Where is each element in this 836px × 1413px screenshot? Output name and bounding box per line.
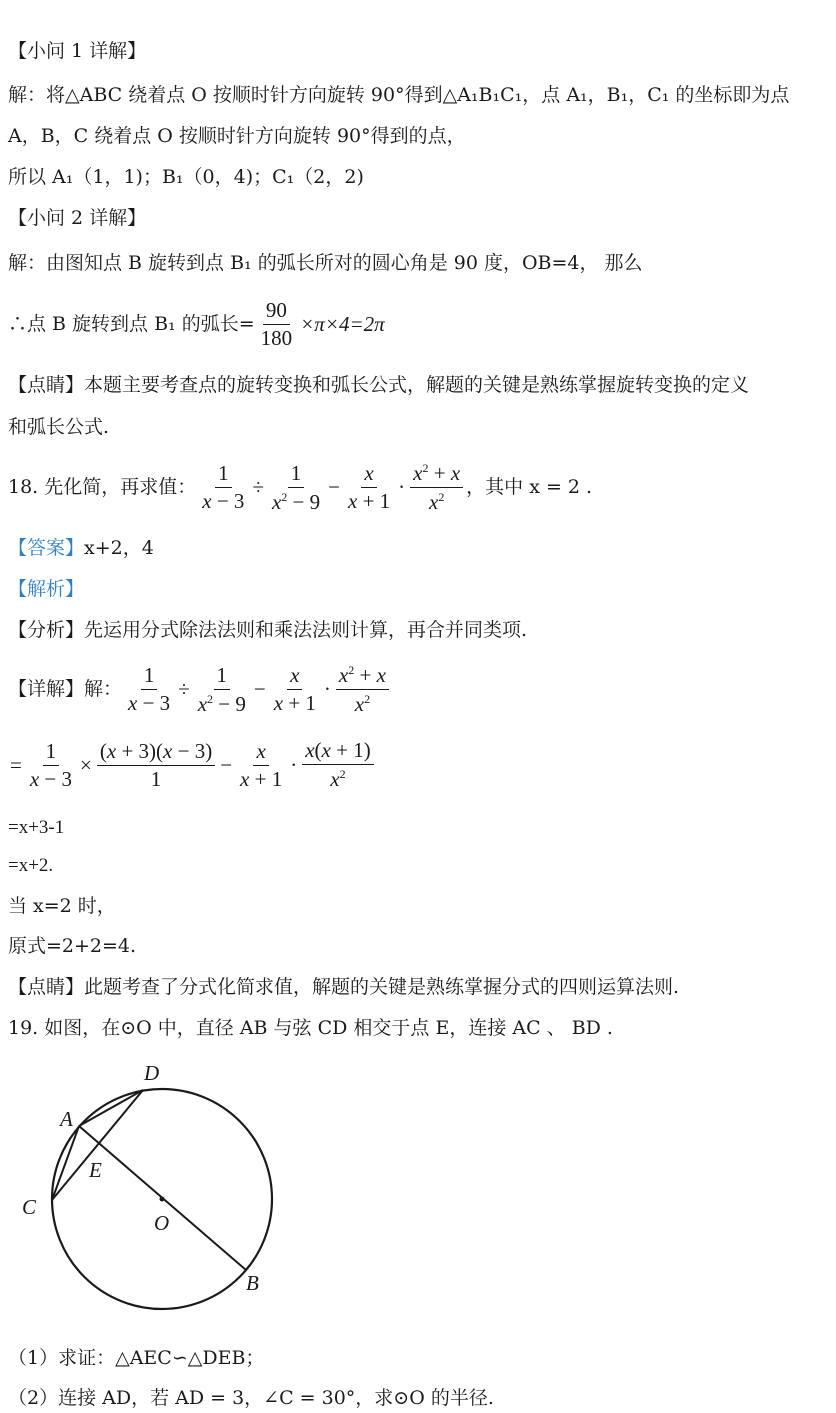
label-o: O (154, 1211, 170, 1235)
center-point (160, 1197, 165, 1202)
remark-line: 和弧长公式. (8, 416, 110, 438)
answer-line (8, 539, 154, 558)
analysis-line: 【分析】先运用分式除法法则和乘法法则计算，再合并同类项. (8, 619, 528, 641)
segment-ac (52, 1126, 79, 1200)
section-heading-part2: 【小问 2 详解】 (8, 207, 147, 229)
frac-x2x-x2: $\frac{x^2 + x}{x^2}$ (410, 462, 463, 513)
answer-tag: 【答案】 (8, 537, 85, 559)
formula-prefix: ∴点 B 旋转到点 B₁ 的弧长= (8, 313, 255, 335)
solution-prefix: 【详解】解： (8, 678, 123, 700)
numerator: 90 (263, 300, 290, 325)
solution-step-3: =x+3-1 (8, 817, 65, 838)
text-line: 所以 A₁（1，1)；B₁（0，4)；C₁（2，2) (8, 166, 364, 188)
label-d: D (144, 1061, 160, 1085)
question-18-prefix: 18. 先化简，再求值： (8, 476, 197, 498)
text-line: 解：由图知点 B 旋转到点 B₁ 的弧长所对的圆心角是 90 度，OB=4， 那么 (8, 252, 643, 274)
solution-step-4: =x+2. (8, 855, 54, 876)
frac-1-x2-9: $\frac{1}{x^2 - 9}$ (271, 460, 321, 514)
section-heading-part1: 【小问 1 详解】 (8, 40, 147, 62)
remark-line: 【点睛】本题主要考查点的旋转变换和弧长公式，解题的关键是熟练掌握旋转变换的定义 (8, 374, 750, 396)
label-c: C (22, 1195, 37, 1219)
analysis-tag: 【解析】 (8, 578, 85, 600)
text-line: A，B，C 绕着点 O 按顺时针方向旋转 90°得到的点， (8, 125, 466, 147)
frac-1-x-3: $\frac{1}{x - 3}$ (202, 461, 245, 513)
question-19-part2: （2）连接 AD，若 AD = 3，∠C = 30°，求⊙O 的半径. (8, 1387, 494, 1409)
solution-step-2: = $\frac{1}{x - 3}$ × $\frac{(x + 3)(x - 3)}{1}$ − $\frac{x}{x + 1}$ · $\frac{x(x + 1)}{x^2}$ (8, 740, 377, 790)
frac-x-x1: $\frac{x}{x + 1}$ (347, 461, 391, 513)
remark-line: 【点睛】此题考查了分式化简求值，解题的关键是熟练掌握分式的四则运算法则. (8, 976, 680, 998)
question-19-part1: （1）求证：△AEC∽△DEB； (8, 1347, 265, 1369)
answer-value: x+2，4 (84, 537, 154, 559)
question-18: 18. 先化简，再求值： $\frac{1}{x - 3}$ ÷ $\frac{1}{x^2 - 9}$ − $\frac{x}{x + 1}$ · $\frac{x^2 + x}{x^2}$ ，其中 x = 2 . (8, 460, 593, 514)
label-e: E (89, 1158, 102, 1182)
fraction-90-180 (258, 300, 296, 349)
solution-step-5: 当 x=2 时， (8, 895, 116, 917)
solution-step-1: 【详解】解： $\frac{1}{x - 3}$ ÷ $\frac{1}{x^2 - 9}$ − $\frac{x}{x + 1}$ · $\frac{x^2 + x}{x^2}$ (8, 664, 392, 715)
arc-length-formula (8, 300, 387, 349)
question-18-suffix: ，其中 x = 2 . (466, 476, 593, 498)
denominator: 180 (260, 326, 293, 350)
segment-ad (79, 1090, 143, 1126)
label-b: B (246, 1271, 259, 1295)
text-line: 解：将△ABC 绕着点 O 按顺时针方向旋转 90°得到△A₁B₁C₁，点 A₁，B₁，C₁ 的坐标即为点 (8, 84, 790, 106)
label-a: A (60, 1107, 73, 1131)
formula-suffix: ×π×4=2π (300, 312, 385, 336)
question-19: 19. 如图，在⊙O 中，直径 AB 与弦 CD 相交于点 E，连接 AC 、 BD . (8, 1017, 613, 1039)
solution-step-6: 原式=2+2=4. (8, 935, 137, 957)
circle-figure (10, 1058, 310, 1318)
